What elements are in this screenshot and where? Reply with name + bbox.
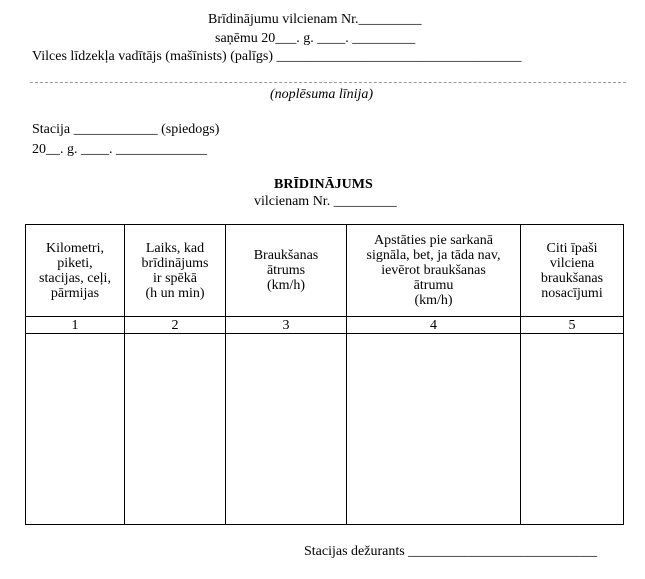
entry-cell[interactable] (26, 334, 125, 525)
receipt-title: Brīdinājumu vilcienam Nr._________ (208, 12, 422, 27)
column-number: 4 (347, 317, 521, 334)
column-header: Braukšanas ātrums (km/h) (226, 225, 347, 317)
entry-cell[interactable] (347, 334, 521, 525)
table-entry-row (26, 334, 624, 525)
column-number: 1 (26, 317, 125, 334)
warning-table (25, 224, 624, 525)
column-number: 3 (226, 317, 347, 334)
column-header: Kilometri, piketi, stacijas, ceļi, pārmijas (26, 225, 125, 317)
column-header: Citi īpaši vilciena braukšanas nosacījumi (521, 225, 624, 317)
tear-line-divider (30, 82, 626, 83)
entry-cell[interactable] (125, 334, 226, 525)
entry-cell[interactable] (226, 334, 347, 525)
column-number-row (26, 317, 624, 334)
warning-title: BRĪDINĀJUMS (274, 177, 373, 192)
entry-cell[interactable] (521, 334, 624, 525)
duty-officer-line: Stacijas dežurants ___________________________ (304, 544, 598, 559)
warning-train-number: vilcienam Nr. _________ (254, 194, 397, 209)
column-header: Laiks, kad brīdinājums ir spēkā (h un min) (125, 225, 226, 317)
column-number: 5 (521, 317, 624, 334)
column-number: 2 (125, 317, 226, 334)
column-header: Apstāties pie sarkanā signāla, bet, ja tāda nav, ievērot braukšanas ātrumu (km/h) (347, 225, 521, 317)
receipt-date: saņēmu 20___. g. ____. _________ (215, 31, 416, 46)
tear-line-label: (noplēsuma līnija) (270, 87, 374, 102)
table-header-row (26, 225, 624, 317)
station-stamp-line: Stacija ____________ (spiedogs) (32, 122, 220, 137)
driver-line: Vilces līdzekļa vadītājs (mašīnists) (palīgs) ___________________________________ (32, 49, 522, 64)
station-date-line: 20__. g. ____. _____________ (32, 142, 207, 157)
